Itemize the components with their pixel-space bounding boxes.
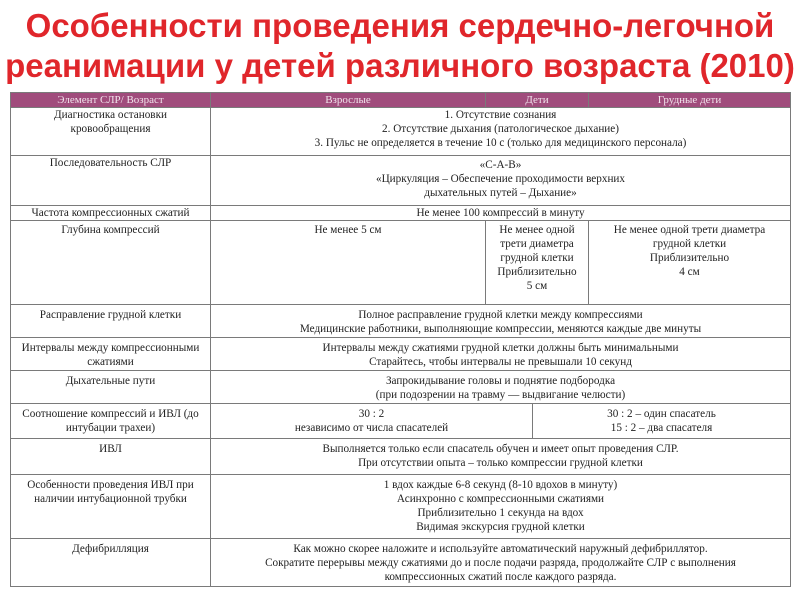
- table-row: [11, 108, 791, 156]
- row-label: Соотношение компрессий и ИВЛ (до интубации трахеи): [11, 404, 211, 439]
- row-label: Частота компрессионных сжатий: [11, 206, 211, 221]
- row-label: Глубина компрессий: [11, 221, 211, 305]
- depth-infants: Не менее одной трети диаметра грудной клетки Приблизительно 4 см: [589, 221, 791, 305]
- ratio-adults: 30 : 2 независимо от числа спасателей: [211, 404, 533, 439]
- row-label: Расправление грудной клетки: [11, 305, 211, 338]
- cpr-table: [10, 92, 791, 587]
- row-label: Последовательность СЛР: [11, 156, 211, 206]
- depth-adults: Не менее 5 см: [211, 221, 486, 305]
- title-line-1: Особенности проведения сердечно-легочной: [25, 7, 775, 44]
- header-adults: Взрослые: [211, 93, 486, 108]
- table-row: [11, 206, 791, 221]
- row-value: Интервалы между сжатиями грудной клетки должны быть минимальными Старайтесь, чтобы интервалы не превышали 10 секунд: [211, 338, 791, 371]
- header-children: Дети: [486, 93, 589, 108]
- page-title: [0, 6, 800, 86]
- ratio-pediatric: 30 : 2 – один спасатель 15 : 2 – два спасателя: [533, 404, 791, 439]
- row-label: Интервалы между компрессионными сжатиями: [11, 338, 211, 371]
- table-row: [11, 338, 791, 371]
- row-value: Запрокидывание головы и поднятие подбородка (при подозрении на травму — выдвигание челюсти): [211, 371, 791, 404]
- row-value: Как можно скорее наложите и используйте автоматический наружный дефибриллятор. Сократите перерывы между сжатиями до и после подачи разряда, продолжайте СЛР с выполнения компрессионных сжатий после каждого разряда.: [211, 539, 791, 587]
- table-row: [11, 539, 791, 587]
- row-value: 1. Отсутствие сознания 2. Отсутствие дыхания (патологическое дыхание) 3. Пульс не определяется в течение 10 с (только для медицинского персонала): [211, 108, 791, 156]
- header-element: Элемент СЛР/ Возраст: [11, 93, 211, 108]
- row-value: «С-А-В» «Циркуляция – Обеспечение проходимости верхних дыхательных путей – Дыхание»: [211, 156, 791, 206]
- row-label: ИВЛ: [11, 439, 211, 475]
- table-row: [11, 475, 791, 539]
- table-row: [11, 156, 791, 206]
- row-label: Диагностика остановки кровообращения: [11, 108, 211, 156]
- table-row: [11, 371, 791, 404]
- table-row: [11, 439, 791, 475]
- row-label: Дефибрилляция: [11, 539, 211, 587]
- table-header-row: [11, 93, 791, 108]
- row-label: Особенности проведения ИВЛ при наличии интубационной трубки: [11, 475, 211, 539]
- title-line-2: реанимации у детей различного возраста (2010): [5, 47, 795, 84]
- row-label: Дыхательные пути: [11, 371, 211, 404]
- header-infants: Грудные дети: [589, 93, 791, 108]
- row-value: Полное расправление грудной клетки между компрессиями Медицинские работники, выполняющие компрессии, меняются каждые две минуты: [211, 305, 791, 338]
- table-row: [11, 221, 791, 305]
- row-value: Выполняется только если спасатель обучен и имеет опыт проведения СЛР. При отсутствии опыта – только компрессии грудной клетки: [211, 439, 791, 475]
- table-row: [11, 404, 791, 439]
- row-value: 1 вдох каждые 6-8 секунд (8-10 вдохов в минуту) Асинхронно с компрессионными сжатиями Приблизительно 1 секунда на вдох Видимая экскурсия грудной клетки: [211, 475, 791, 539]
- row-value: Не менее 100 компрессий в минуту: [211, 206, 791, 221]
- depth-children: Не менее одной трети диаметра грудной клетки Приблизительно 5 см: [486, 221, 589, 305]
- table-row: [11, 305, 791, 338]
